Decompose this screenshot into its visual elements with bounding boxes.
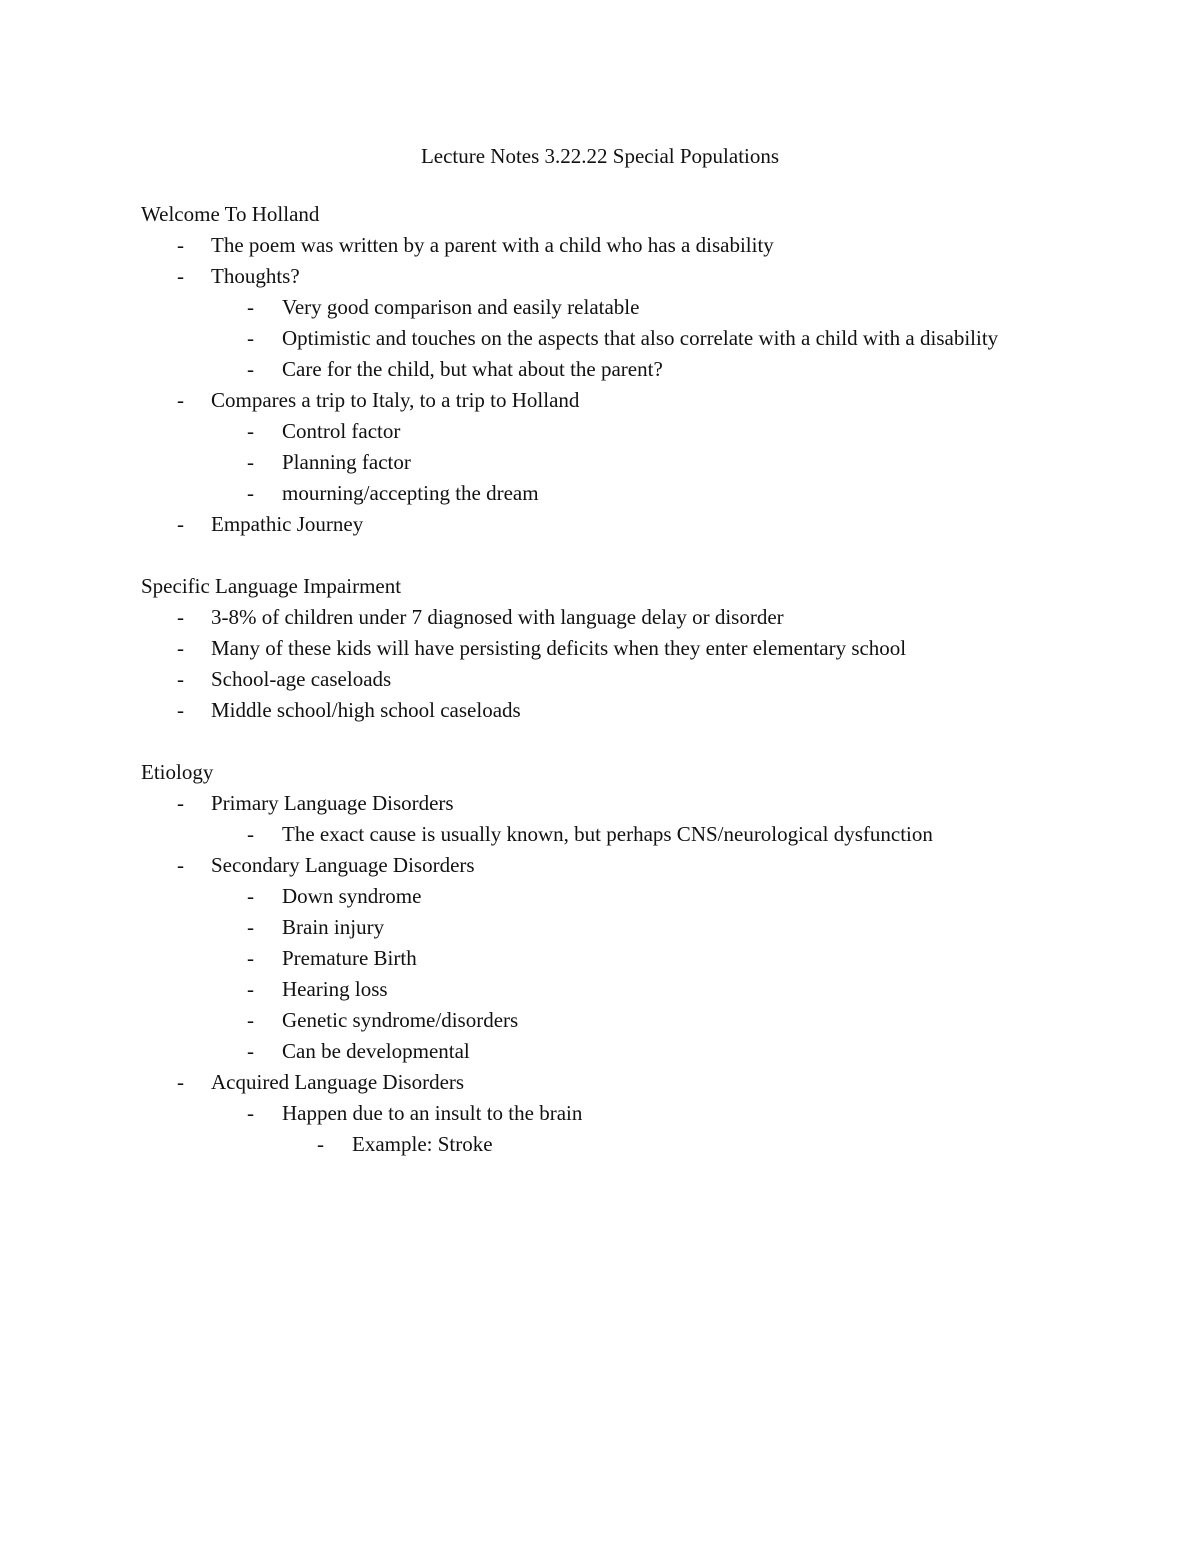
- list-item-text: Primary Language Disorders: [211, 791, 454, 815]
- list-item: [141, 819, 1041, 850]
- dash-bullet-icon: -: [247, 326, 254, 350]
- outline-section: [141, 571, 1041, 726]
- list-item-text: Can be developmental: [282, 1039, 470, 1063]
- dash-bullet-icon: -: [177, 264, 184, 288]
- dash-bullet-icon: -: [177, 636, 184, 660]
- section-heading: Welcome To Holland: [141, 202, 320, 226]
- dash-bullet-icon: -: [247, 481, 254, 505]
- list-item: [141, 881, 1041, 912]
- list-item-text: Control factor: [282, 419, 401, 443]
- list-item: [141, 1067, 1041, 1098]
- list-item: [141, 1098, 1041, 1129]
- list-item: [141, 633, 1041, 664]
- list-item: [141, 261, 1041, 292]
- dash-bullet-icon: -: [247, 977, 254, 1001]
- dash-bullet-icon: -: [177, 853, 184, 877]
- document-title: Lecture Notes 3.22.22 Special Populations: [420, 144, 780, 168]
- list-item: [141, 478, 1041, 509]
- list-item: [141, 664, 1041, 695]
- dash-bullet-icon: -: [247, 915, 254, 939]
- list-item-text: Very good comparison and easily relatable: [282, 295, 640, 319]
- list-item: [141, 1005, 1041, 1036]
- dash-bullet-icon: -: [247, 1101, 254, 1125]
- list-item-text: Brain injury: [282, 915, 385, 939]
- list-item-text: The exact cause is usually known, but perhaps CNS/neurological dysfunction: [282, 822, 933, 846]
- list-item: [141, 509, 1041, 540]
- list-item: [141, 695, 1041, 726]
- dash-bullet-icon: -: [247, 822, 254, 846]
- outline-section: [141, 199, 1041, 540]
- list-item: [141, 912, 1041, 943]
- list-item: [141, 292, 1041, 323]
- list-item-text: Empathic Journey: [211, 512, 364, 536]
- dash-bullet-icon: -: [177, 233, 184, 257]
- list-item-text: Hearing loss: [282, 977, 388, 1001]
- dash-bullet-icon: -: [247, 884, 254, 908]
- list-item-text: Secondary Language Disorders: [211, 853, 475, 877]
- list-item: [141, 1129, 1041, 1160]
- dash-bullet-icon: -: [177, 1070, 184, 1094]
- list-item-text: Genetic syndrome/disorders: [282, 1008, 519, 1032]
- list-item-text: Compares a trip to Italy, to a trip to Holland: [211, 388, 580, 412]
- section-heading: Etiology: [141, 760, 214, 784]
- list-item-text: Middle school/high school caseloads: [211, 698, 521, 722]
- list-item: [141, 943, 1041, 974]
- dash-bullet-icon: -: [247, 419, 254, 443]
- list-item: [141, 1036, 1041, 1067]
- dash-bullet-icon: -: [177, 388, 184, 412]
- list-item: [141, 323, 1041, 354]
- document-body: [141, 199, 1041, 1191]
- dash-bullet-icon: -: [177, 605, 184, 629]
- list-item-text: Example: Stroke: [352, 1132, 493, 1156]
- list-item-text: School-age caseloads: [211, 667, 392, 691]
- list-item: [141, 974, 1041, 1005]
- dash-bullet-icon: -: [317, 1132, 324, 1156]
- dash-bullet-icon: -: [177, 698, 184, 722]
- list-item-text: Care for the child, but what about the parent?: [282, 357, 663, 381]
- list-item: [141, 447, 1041, 478]
- list-item-text: Optimistic and touches on the aspects that also correlate with a child with a disability: [282, 326, 999, 350]
- list-item-text: Planning factor: [282, 450, 411, 474]
- dash-bullet-icon: -: [177, 791, 184, 815]
- outline-section: [141, 757, 1041, 1160]
- list-item-text: Thoughts?: [211, 264, 300, 288]
- list-item-text: Happen due to an insult to the brain: [282, 1101, 583, 1125]
- list-item: [141, 850, 1041, 881]
- dash-bullet-icon: -: [247, 946, 254, 970]
- dash-bullet-icon: -: [177, 512, 184, 536]
- list-item: [141, 602, 1041, 633]
- list-item-text: 3-8% of children under 7 diagnosed with language delay or disorder: [211, 605, 784, 629]
- list-item-text: Down syndrome: [282, 884, 422, 908]
- dash-bullet-icon: -: [247, 295, 254, 319]
- list-item: [141, 230, 1041, 261]
- dash-bullet-icon: -: [177, 667, 184, 691]
- list-item-text: mourning/accepting the dream: [282, 481, 539, 505]
- section-heading: Specific Language Impairment: [141, 574, 402, 598]
- dash-bullet-icon: -: [247, 357, 254, 381]
- list-item: [141, 385, 1041, 416]
- dash-bullet-icon: -: [247, 1008, 254, 1032]
- list-item-text: Premature Birth: [282, 946, 417, 970]
- list-item-text: The poem was written by a parent with a child who has a disability: [211, 233, 774, 257]
- list-item-text: Many of these kids will have persisting deficits when they enter elementary school: [211, 636, 907, 660]
- list-item-text: Acquired Language Disorders: [211, 1070, 465, 1094]
- list-item: [141, 416, 1041, 447]
- dash-bullet-icon: -: [247, 450, 254, 474]
- dash-bullet-icon: -: [247, 1039, 254, 1063]
- list-item: [141, 354, 1041, 385]
- list-item: [141, 788, 1041, 819]
